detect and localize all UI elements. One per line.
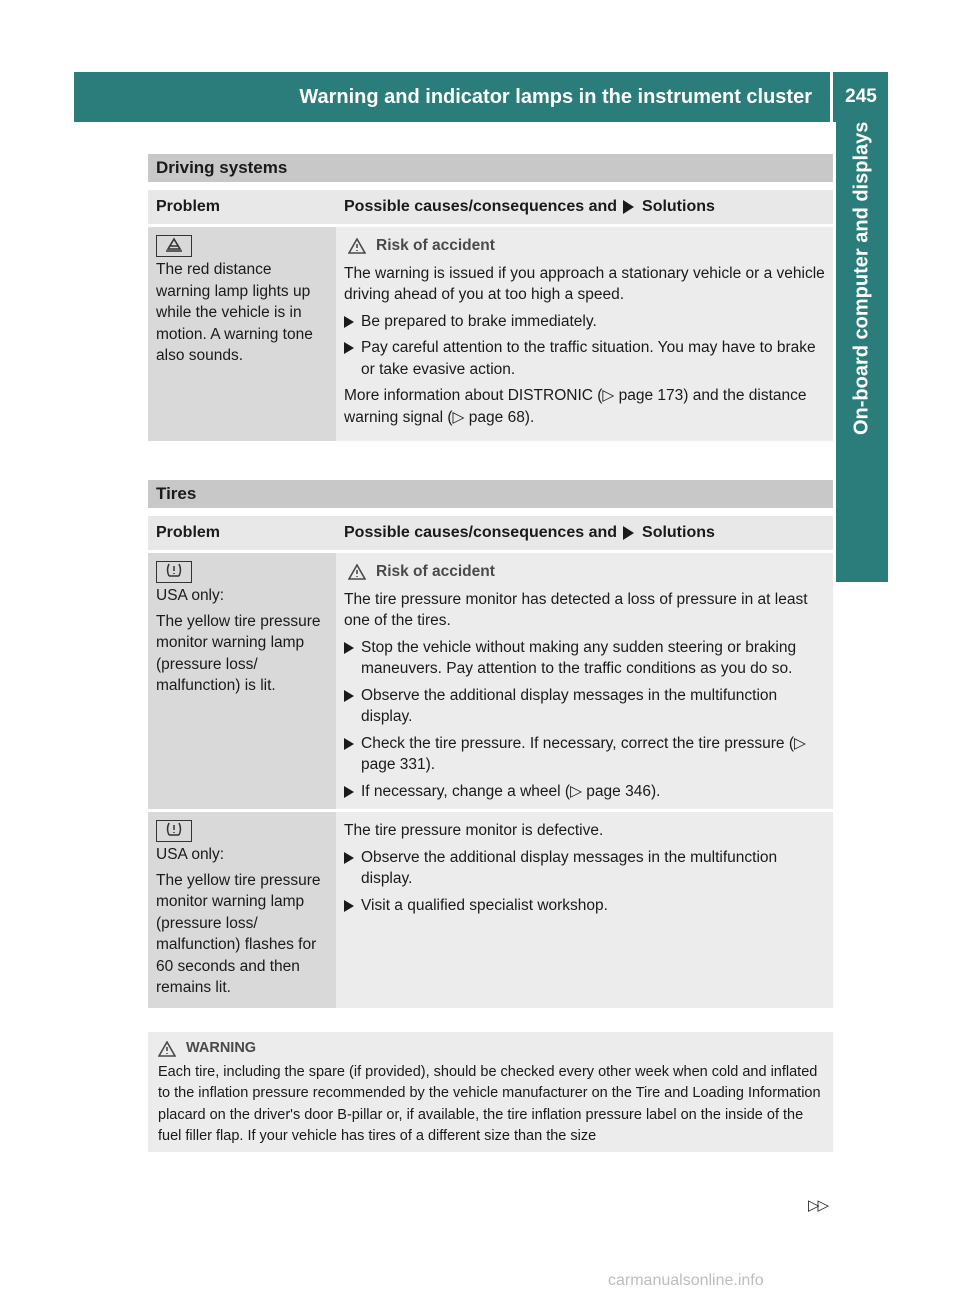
region-label: USA only:	[156, 846, 225, 863]
list-item: Be prepared to brake immediately.	[344, 311, 827, 333]
column-header-solutions	[336, 524, 833, 542]
problem-text: The red distance warning lamp lights up while the vehicle is in motion. A warning tone also sounds.	[156, 261, 313, 364]
solution-paragraph: The tire pressure monitor is defective.	[344, 822, 604, 839]
risk-heading	[344, 561, 827, 583]
table-header	[148, 516, 833, 550]
list-item: Pay careful attention to the traffic situation. You may have to brake or take evasive action.	[344, 337, 827, 380]
list-item: Observe the additional display messages in the multifunction display.	[344, 847, 827, 890]
warning-triangle-icon	[348, 238, 366, 254]
continue-marker: ▷▷	[808, 1197, 828, 1214]
warning-text: Each tire, including the spare (if provided), should be checked every other week when cold and inflated to the inflation pressure recommended by the vehicle manufacturer on the Tire and Loading Information placard on the driver's door B-pillar or, if available, the tire inflation pressure label on the inside of the fuel filler flap. If your vehicle has tires of a different size than the size	[158, 1063, 821, 1144]
list-item: If necessary, change a wheel (▷ page 346).	[344, 781, 827, 803]
bullet-arrow-icon	[344, 786, 354, 798]
watermark: carmanualsonline.info	[608, 1272, 764, 1289]
column-header-solutions-pre: Possible causes/consequences and	[344, 198, 618, 215]
solution-cell	[336, 553, 833, 809]
page-number: 245	[845, 86, 877, 107]
page-header-title: Warning and indicator lamps in the instrument cluster	[299, 85, 812, 108]
header-divider	[830, 72, 833, 122]
list-item: Visit a qualified specialist workshop.	[344, 895, 827, 917]
list-item: Stop the vehicle without making any sudden steering or braking maneuvers. Pay attention to the traffic conditions as you do so.	[344, 637, 827, 680]
bullet-arrow-icon	[344, 690, 354, 702]
problem-cell	[148, 553, 336, 809]
column-header-problem: Problem	[156, 198, 221, 215]
bullet-arrow-icon	[344, 316, 354, 328]
bullet-arrow-icon	[344, 900, 354, 912]
bullet-arrow-icon	[344, 738, 354, 750]
bullet-arrow-icon	[344, 342, 354, 354]
tires-table	[148, 516, 833, 1011]
column-header-solutions-pre: Possible causes/consequences and	[344, 524, 618, 541]
warning-heading	[158, 1038, 825, 1060]
risk-label: Risk of accident	[376, 563, 495, 580]
driving-systems-table	[148, 190, 833, 444]
column-header-solutions-post: Solutions	[642, 524, 715, 541]
warning-triangle-icon	[348, 564, 366, 580]
list-item: Observe the additional display messages in the multifunction display.	[344, 685, 827, 728]
section-title-driving-systems: Driving systems	[148, 154, 833, 182]
solution-cell	[336, 227, 833, 441]
arrow-right-icon	[623, 526, 634, 540]
bullet-arrow-icon	[344, 852, 354, 864]
side-tab-marker	[836, 530, 888, 582]
table-header	[148, 190, 833, 224]
solution-cell	[336, 812, 833, 1008]
problem-text: The yellow tire pressure monitor warning lamp (pressure loss/ malfunction) flashes for 60 seconds and then remains lit.	[156, 871, 321, 996]
bullet-arrow-icon	[344, 642, 354, 654]
solution-paragraph: More information about DISTRONIC (▷ page 173) and the distance warning signal (▷ page 68).	[344, 387, 807, 426]
column-header-solutions	[336, 198, 833, 216]
tire-pressure-icon	[156, 561, 192, 583]
warning-box	[148, 1032, 833, 1152]
solution-paragraph: The warning is issued if you approach a stationary vehicle or a vehicle driving ahead of you at too high a speed.	[344, 264, 825, 303]
side-tab-label: On-board computer and displays	[850, 122, 873, 436]
distance-warning-icon	[156, 235, 192, 257]
solution-paragraph: The tire pressure monitor has detected a loss of pressure in at least one of the tires.	[344, 590, 808, 629]
problem-cell	[148, 227, 336, 441]
problem-cell	[148, 812, 336, 1008]
arrow-right-icon	[623, 200, 634, 214]
column-header-problem: Problem	[156, 524, 221, 541]
table-row	[148, 812, 833, 1008]
list-item: Check the tire pressure. If necessary, correct the tire pressure (▷ page 331).	[344, 733, 827, 776]
section-title-tires: Tires	[148, 480, 833, 508]
risk-heading	[344, 235, 827, 257]
problem-text: The yellow tire pressure monitor warning lamp (pressure loss/ malfunction) is lit.	[156, 612, 321, 694]
risk-label: Risk of accident	[376, 237, 495, 254]
table-row	[148, 553, 833, 809]
warning-triangle-icon	[158, 1041, 176, 1057]
region-label: USA only:	[156, 587, 225, 604]
warning-title: WARNING	[186, 1040, 257, 1056]
column-header-solutions-post: Solutions	[642, 198, 715, 215]
table-row	[148, 227, 833, 441]
tire-pressure-icon	[156, 820, 192, 842]
